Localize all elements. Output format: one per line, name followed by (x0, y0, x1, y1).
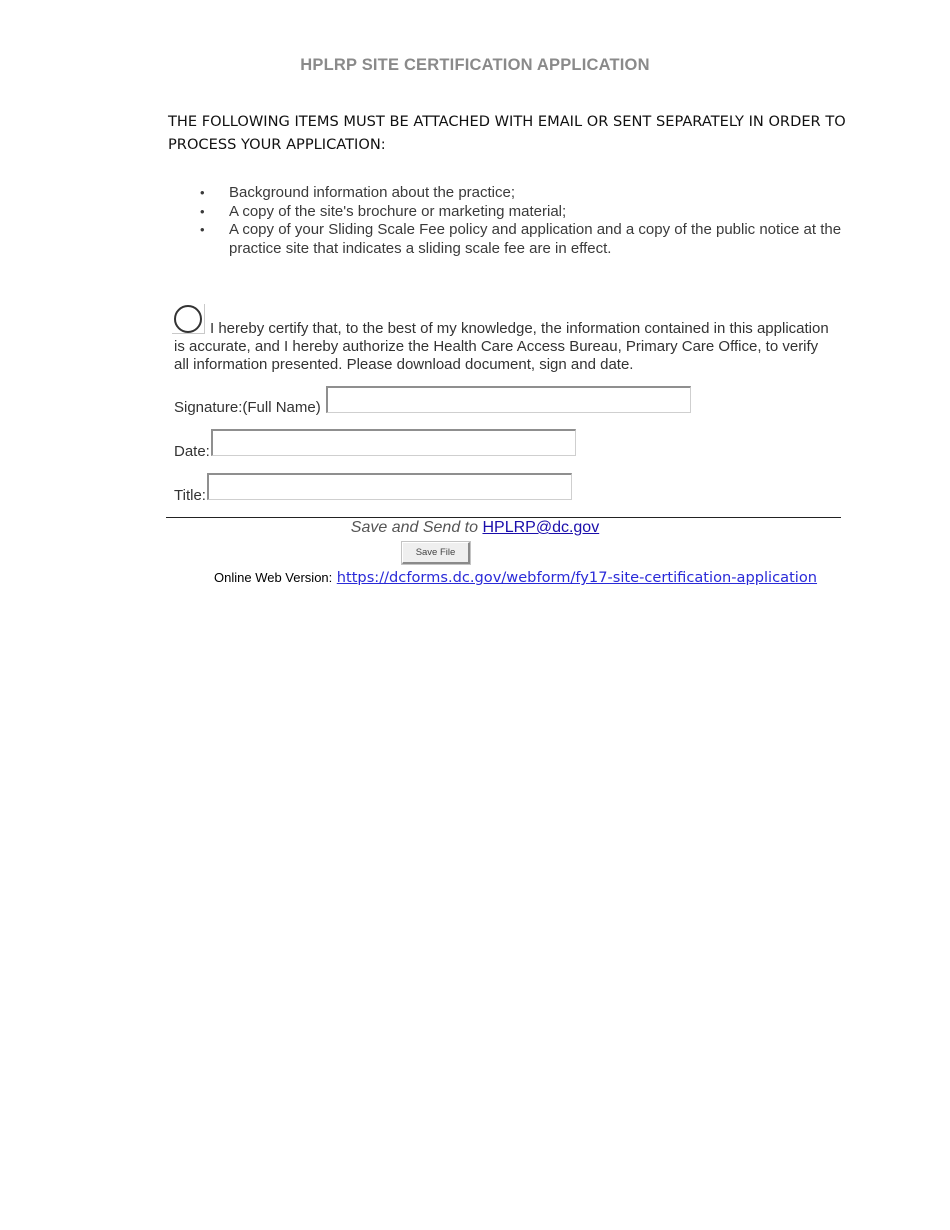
online-label: Online Web Version: (214, 570, 333, 585)
list-item (200, 203, 850, 222)
date-label: Date: (174, 443, 210, 460)
requirement-text: A copy of the site's brochure or marketing material; (229, 202, 567, 220)
signature-label: Signature:(Full Name) (174, 399, 321, 416)
signature-input[interactable] (326, 386, 691, 413)
bullet-icon: • (200, 185, 205, 200)
page-title: HPLRP SITE CERTIFICATION APPLICATION (300, 56, 650, 74)
requirement-text: Background information about the practice; (229, 184, 516, 201)
attachment-notice: THE FOLLOWING ITEMS MUST BE ATTACHED WITH EMAIL OR SENT SEPARATELY IN ORDER TO PROCESS YOUR APPLICATION: (168, 113, 846, 153)
title-input[interactable] (207, 473, 572, 500)
save-file-button[interactable]: Save File (402, 542, 470, 564)
requirement-text: A copy of your Sliding Scale Fee policy and application and a copy of the public notice at the practice site that indicates a sliding scale fee are in effect. (229, 221, 842, 257)
bullet-icon: • (200, 222, 205, 238)
requirements-list (200, 184, 850, 258)
date-input[interactable] (211, 429, 576, 456)
online-version (214, 569, 817, 587)
bullet-icon: • (200, 203, 205, 219)
divider (166, 517, 841, 518)
title-label: Title: (174, 487, 206, 504)
list-item (200, 184, 850, 203)
save-send-text: Save and Send to (350, 519, 479, 536)
save-send-line (0, 519, 950, 537)
online-url-link[interactable]: https://dcforms.dc.gov/webform/fy17-site-certification-application (336, 569, 818, 586)
certification-statement: I hereby certify that, to the best of my knowledge, the information contained in this application is accurate, and I hereby authorize the Health Care Access Bureau, Primary Care Office, to verify all information presented. Please download document, sign and date. (174, 320, 829, 373)
list-item (200, 221, 850, 258)
email-link[interactable]: HPLRP@dc.gov (482, 519, 600, 536)
